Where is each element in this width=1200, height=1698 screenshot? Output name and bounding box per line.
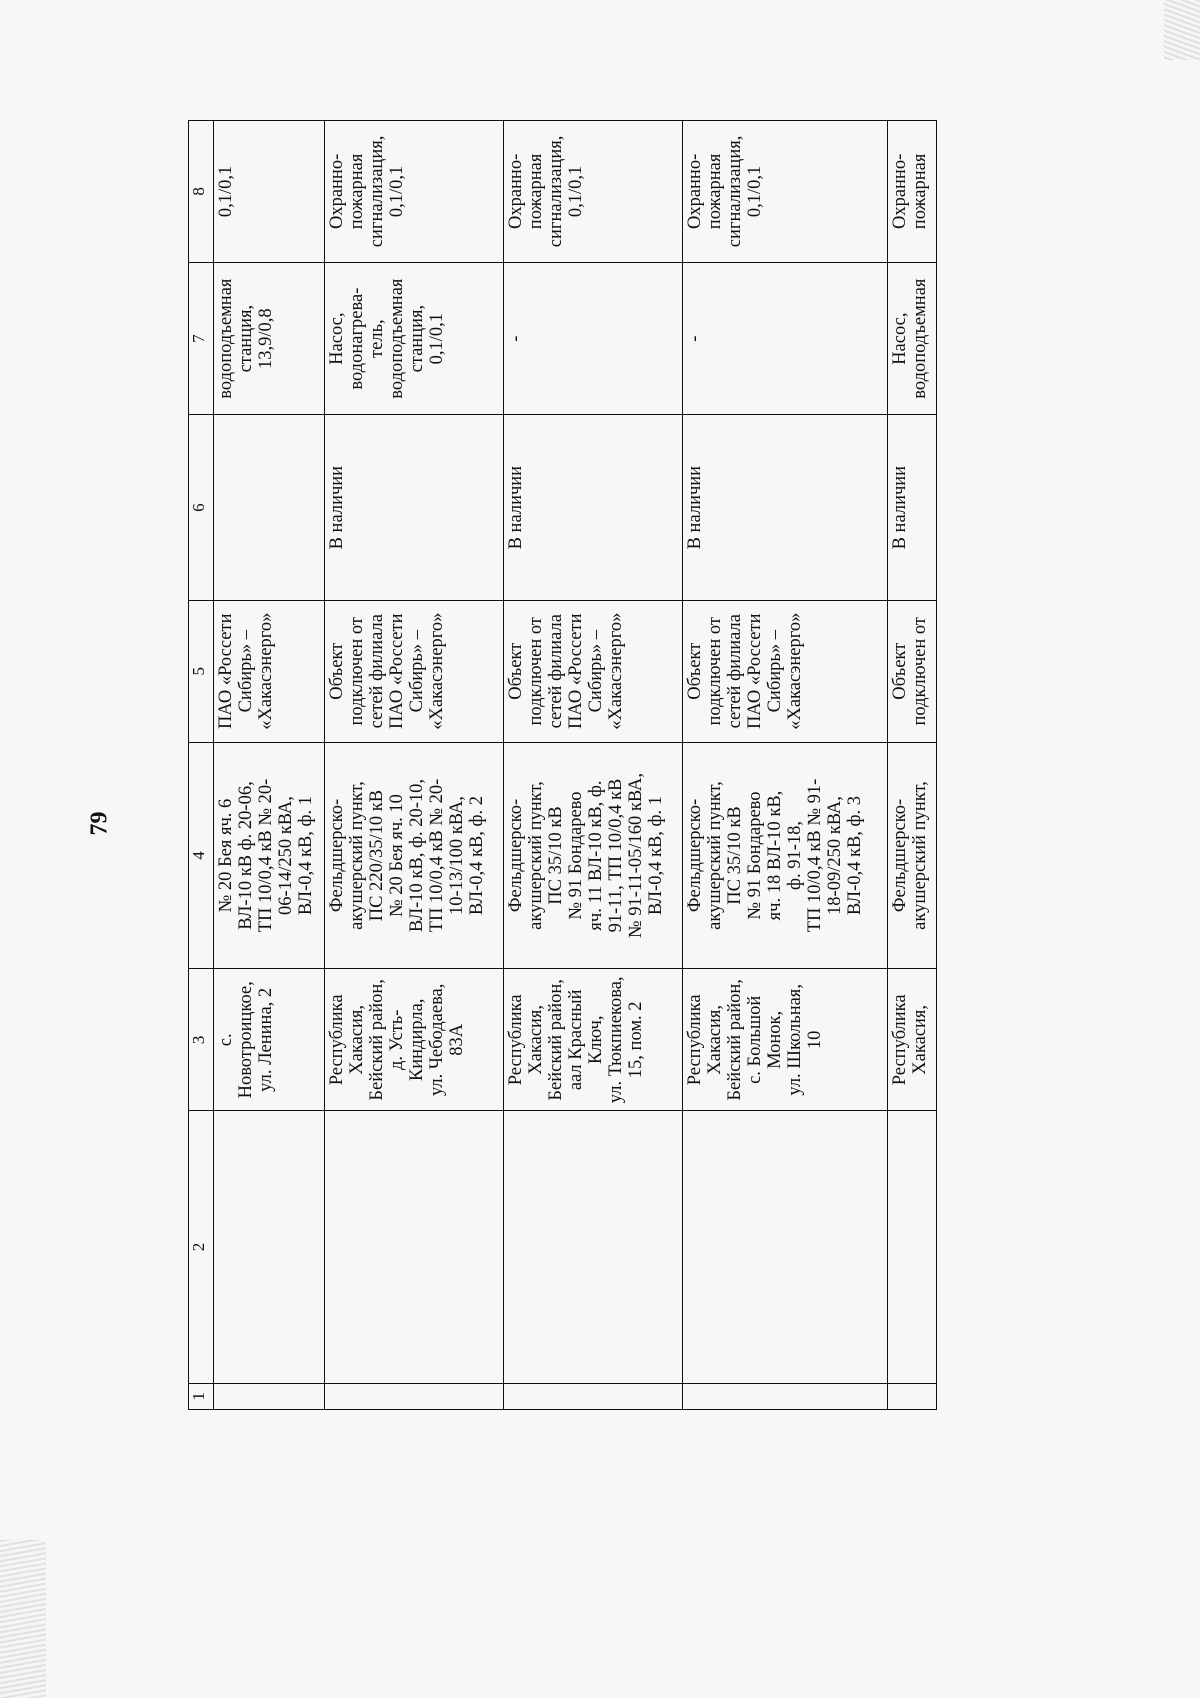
header-col-7: 7 bbox=[189, 262, 214, 415]
cell-col-2 bbox=[888, 1111, 937, 1384]
cell-supply-scheme: № 20 Бея яч. 6 ВЛ-10 кВ ф. 20-06, ТП 10/0,4 кВ № 20- 06-14/250 кВА, ВЛ-0,4 кВ, ф. 1 bbox=[214, 742, 325, 969]
cell-equipment: - bbox=[683, 262, 888, 415]
cell-network-owner: Объект подключен от сетей филиала ПАО «Россети Сибирь» – «Хакасэнерго» bbox=[325, 600, 504, 742]
header-col-5: 5 bbox=[189, 600, 214, 742]
cell-availability: В наличии bbox=[504, 415, 683, 600]
cell-alarm: 0,1/0,1 bbox=[214, 121, 325, 263]
cell-col-2 bbox=[504, 1111, 683, 1384]
cell-equipment: Насос, водоподъемная bbox=[888, 262, 937, 415]
table-row bbox=[888, 121, 937, 1410]
header-row bbox=[189, 121, 214, 1410]
cell-supply-scheme: Фельдшерско- акушерский пункт, bbox=[888, 742, 937, 969]
table-row bbox=[325, 121, 504, 1410]
header-col-3: 3 bbox=[189, 969, 214, 1111]
table-row bbox=[214, 121, 325, 1410]
cell-col-2 bbox=[683, 1111, 888, 1384]
cell-address: Республика Хакасия, Бейский район, аал Красный Ключ, ул. Тюкпиекова, 15, пом. 2 bbox=[504, 969, 683, 1111]
rotated-table-container bbox=[188, 120, 1048, 1410]
cell-col-1 bbox=[683, 1383, 888, 1409]
cell-availability: В наличии bbox=[888, 415, 937, 600]
connection-table bbox=[188, 120, 937, 1410]
cell-network-owner: Объект подключен от сетей филиала ПАО «Россети Сибирь» – «Хакасэнерго» bbox=[504, 600, 683, 742]
header-col-1: 1 bbox=[189, 1383, 214, 1409]
header-col-4: 4 bbox=[189, 742, 214, 969]
cell-col-1 bbox=[325, 1383, 504, 1409]
cell-col-1 bbox=[888, 1383, 937, 1409]
cell-col-2 bbox=[214, 1111, 325, 1384]
header-col-2: 2 bbox=[189, 1111, 214, 1384]
cell-supply-scheme: Фельдшерско- акушерский пункт, ПС 35/10 кВ № 91 Бондарево яч. 18 ВЛ-10 кВ, ф. 91-18, ТП 10/0,4 кВ № 91- 18-09/250 кВА, ВЛ-0,4 кВ, ф. 3 bbox=[683, 742, 888, 969]
cell-network-owner: Объект подключен от сетей филиала ПАО «Россети Сибирь» – «Хакасэнерго» bbox=[683, 600, 888, 742]
cell-equipment: водоподъемная станция, 13,9/0,8 bbox=[214, 262, 325, 415]
scan-edge-left bbox=[0, 1540, 46, 1698]
cell-network-owner: ПАО «Россети Сибирь» – «Хакасэнерго» bbox=[214, 600, 325, 742]
cell-alarm: Охранно- пожарная сигнализация, 0,1/0,1 bbox=[683, 121, 888, 263]
cell-address: Республика Хакасия, bbox=[888, 969, 937, 1111]
cell-alarm: Охранно- пожарная сигнализация, 0,1/0,1 bbox=[325, 121, 504, 263]
header-col-6: 6 bbox=[189, 415, 214, 600]
cell-address: с. Новотроицкое, ул. Ленина, 2 bbox=[214, 969, 325, 1111]
header-col-8: 8 bbox=[189, 121, 214, 263]
cell-network-owner: Объект подключен от bbox=[888, 600, 937, 742]
page-number: 79 bbox=[86, 811, 113, 836]
cell-address: Республика Хакасия, Бейский район, д. Усть- Киндирла, ул. Чебодаева, 83А bbox=[325, 969, 504, 1111]
cell-address: Республика Хакасия, Бейский район, с. Большой Монок, ул. Школьная, 10 bbox=[683, 969, 888, 1111]
table-row bbox=[504, 121, 683, 1410]
cell-availability: В наличии bbox=[325, 415, 504, 600]
cell-supply-scheme: Фельдшерско- акушерский пункт, ПС 35/10 кВ № 91 Бондарево яч. 11 ВЛ-10 кВ, ф. 91-11, ТП 10/0,4 кВ № 91-11-05/160 кВА, ВЛ-0,4 кВ, ф. 1 bbox=[504, 742, 683, 969]
cell-col-1 bbox=[504, 1383, 683, 1409]
cell-alarm: Охранно- пожарная bbox=[888, 121, 937, 263]
cell-supply-scheme: Фельдшерско- акушерский пункт, ПС 220/35/10 кВ № 20 Бея яч. 10 ВЛ-10 кВ, ф. 20-10, ТП 10/0,4 кВ № 20- 10-13/100 кВА, ВЛ-0,4 кВ, ф. 2 bbox=[325, 742, 504, 969]
cell-alarm: Охранно- пожарная сигнализация, 0,1/0,1 bbox=[504, 121, 683, 263]
cell-availability: В наличии bbox=[683, 415, 888, 600]
cell-availability bbox=[214, 415, 325, 600]
cell-col-1 bbox=[214, 1383, 325, 1409]
scan-edge-right bbox=[1164, 0, 1200, 60]
cell-col-2 bbox=[325, 1111, 504, 1384]
cell-equipment: - bbox=[504, 262, 683, 415]
cell-equipment: Насос, водонагрева- тель, водоподъемная станция, 0,1/0,1 bbox=[325, 262, 504, 415]
table-row bbox=[683, 121, 888, 1410]
